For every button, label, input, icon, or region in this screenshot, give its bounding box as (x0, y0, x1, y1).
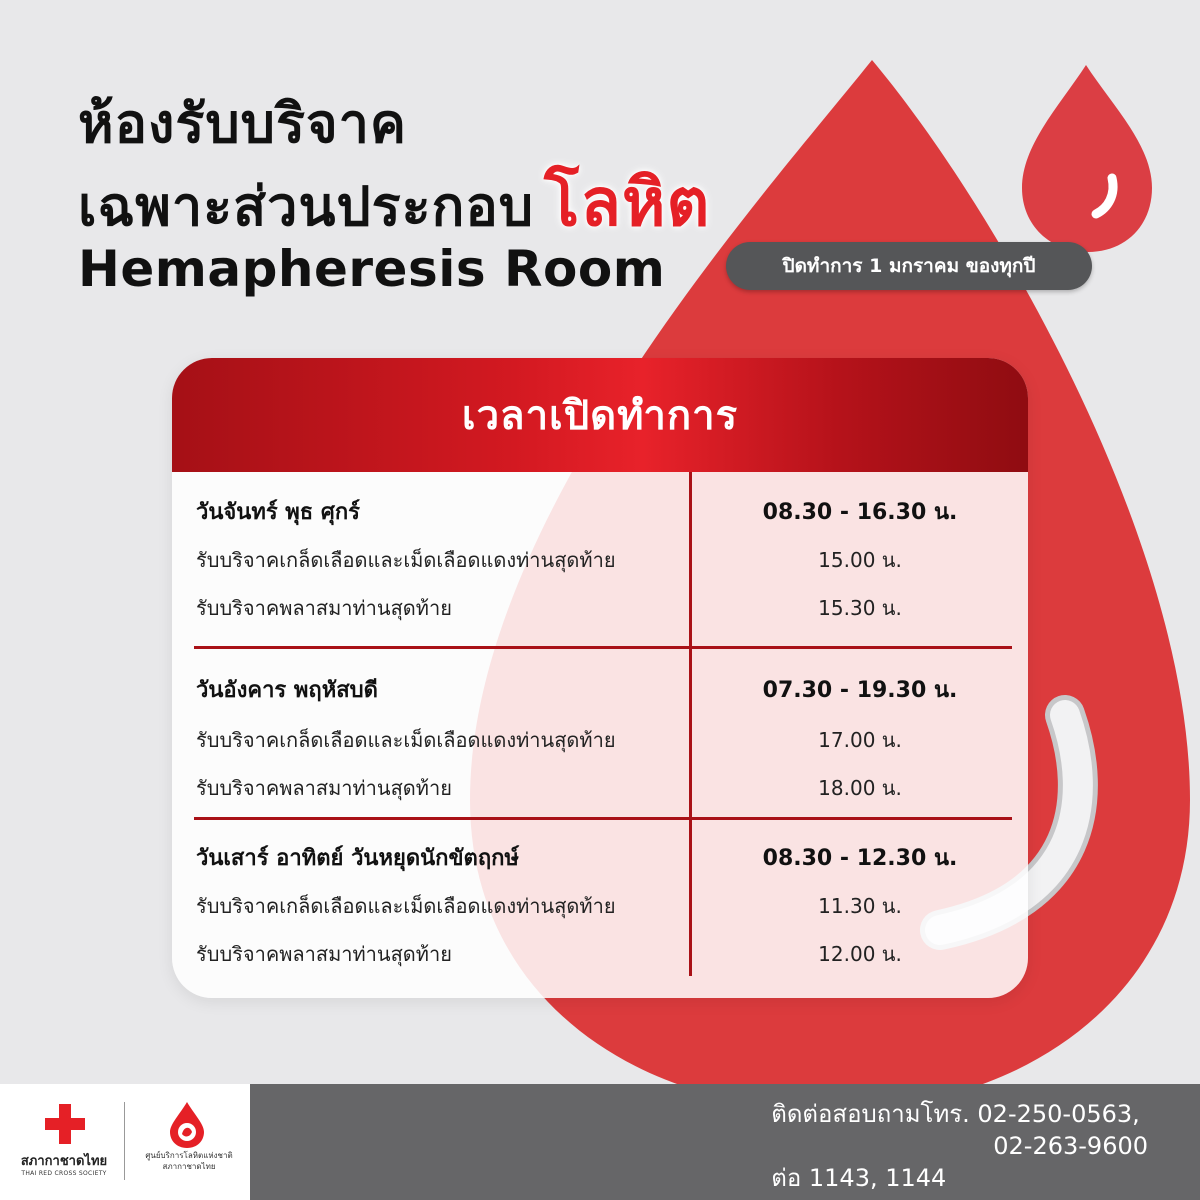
group-hours: 08.30 - 16.30 น. (762, 500, 958, 525)
trcs-logo-name: สภากาชาดไทย (20, 1154, 108, 1169)
blood-service-drop-icon (170, 1102, 204, 1148)
hours-card-header: เวลาเปิดทำการ (172, 358, 1028, 472)
group-days-label: วันเสาร์ อาทิตย์ วันหยุดนักขัตฤกษ์ (196, 846, 519, 871)
group-hours: 07.30 - 19.30 น. (762, 678, 958, 703)
group-divider (194, 817, 1012, 820)
row-label: รับบริจาคพลาสมาท่านสุดท้าย (196, 776, 452, 800)
footer-logos (0, 1084, 250, 1200)
contact-line-1: ติดต่อสอบถามโทร. 02-250-0563, (771, 1100, 1140, 1128)
red-cross-icon (45, 1104, 85, 1144)
group-divider (194, 646, 1012, 649)
row-label: รับบริจาคเกล็ดเลือดและเม็ดเลือดแดงท่านสุดท้าย (196, 548, 616, 572)
group-hours: 08.30 - 12.30 น. (762, 846, 958, 871)
hours-card (172, 358, 1028, 998)
row-time: 15.00 น. (818, 548, 902, 572)
small-blood-drop-icon (1022, 65, 1152, 252)
row-time: 15.30 น. (818, 596, 902, 620)
nbc-logo-name (132, 1150, 246, 1172)
row-label: รับบริจาคเกล็ดเลือดและเม็ดเลือดแดงท่านสุดท้าย (196, 728, 616, 752)
footer (0, 1084, 1200, 1200)
contact-line-3: ต่อ 1143, 1144 (771, 1164, 947, 1192)
row-time: 17.00 น. (818, 728, 902, 752)
nbc-logo-line1: ศูนย์บริการโลหิตแห่งชาติ (145, 1151, 233, 1160)
row-label: รับบริจาคเกล็ดเลือดและเม็ดเลือดแดงท่านสุดท้าย (196, 894, 616, 918)
title-line-1: ห้องรับบริจาค (78, 92, 408, 155)
row-time: 12.00 น. (818, 942, 902, 966)
group-days-label: วันจันทร์ พุธ ศุกร์ (196, 500, 360, 525)
row-time: 18.00 น. (818, 776, 902, 800)
row-time: 11.30 น. (818, 894, 902, 918)
group-days-label: วันอังคาร พฤหัสบดี (196, 678, 378, 703)
contact-line-2: 02-263-9600 (993, 1132, 1148, 1160)
nbc-logo-line2: สภากาชาดไทย (162, 1162, 216, 1171)
closure-notice-badge: ปิดทำการ 1 มกราคม ของทุกปี (726, 242, 1092, 290)
title-line-2-prefix: เฉพาะส่วนประกอบ (78, 175, 535, 238)
footer-contact-panel (250, 1084, 1200, 1200)
contact-info (771, 1098, 1148, 1194)
logo-separator (124, 1102, 125, 1180)
trcs-logo-sub: THAI RED CROSS SOCIETY (21, 1170, 107, 1177)
title-english: Hemapheresis Room (78, 240, 666, 298)
row-label: รับบริจาคพลาสมาท่านสุดท้าย (196, 596, 452, 620)
row-label: รับบริจาคพลาสมาท่านสุดท้าย (196, 942, 452, 966)
title-highlight-blood: โลหิต (544, 164, 711, 241)
